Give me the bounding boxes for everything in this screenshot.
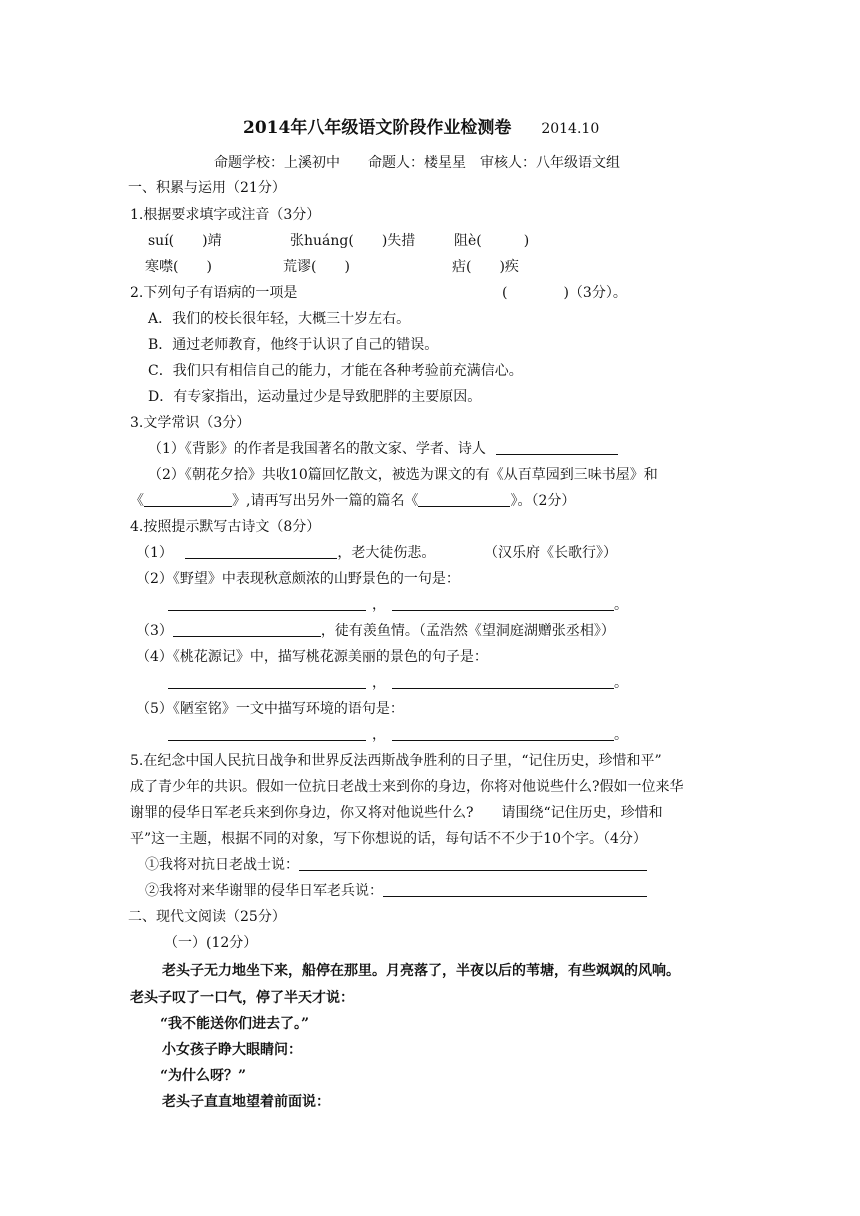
q4-p1-text: ，老大徒伤悲。 (337, 545, 436, 561)
q4-part-3 (136, 621, 615, 641)
exam-title (243, 118, 599, 139)
q2-stem: 2.下列句子有语病的一项是 (130, 285, 298, 301)
q4-p2-blank-1[interactable] (168, 596, 366, 611)
q5-a2-blank[interactable] (383, 882, 647, 897)
passage-line-2: 老头子叹了一口气，停了半天才说： (130, 990, 354, 1006)
q5-line-4: 平”这一主题，根据不同的对象，写下你想说的话，每句话不不少于10个字。（4分） (130, 831, 647, 847)
q3-sentence-2: （2）《朝花夕拾》共收10篇回忆散文，被选为课文的有《从百草园到三味书屋》和 (148, 467, 658, 483)
q3-s1-text: （1）《背影》的作者是我国著名的散文家、学者、诗人 (148, 441, 486, 457)
q4-p1-source: （汉乐府《长歌行》） (484, 545, 617, 561)
section2-heading: 二、现代文阅读（25分） (128, 909, 286, 925)
q3-s3-mid: 》,请再写出另外一篇的篇名《 (232, 493, 419, 509)
q4-p5-answer (168, 725, 628, 745)
title-text: 2014年八年级语文阶段作业检测卷 (243, 118, 512, 138)
q5-answer-2 (145, 881, 647, 901)
q4-p3-num: （3） (136, 623, 173, 639)
q4-part-4: （4）《桃花源记》中，描写桃花源美丽的景色的句子是： (136, 649, 488, 665)
q3-s3-blank-2[interactable] (418, 492, 510, 507)
q1-stem: 1.根据要求填字或注音（3分） (130, 207, 321, 223)
q4-p4-period: 。 (614, 675, 628, 691)
passage-line-3: “我不能送你们进去了。” (160, 1016, 310, 1032)
q4-p1-blank[interactable] (185, 544, 337, 559)
section2-sub: （一）(12分） (164, 935, 258, 951)
q5-line-2: 成了青少年的共识。假如一位抗日老战士来到你的身边，你将对他说些什么?假如一位来华 (130, 779, 684, 795)
q3-s3-close: 》。（2分） (510, 493, 576, 509)
passage-line-4: 小女孩子睁大眼睛问： (162, 1042, 302, 1058)
q4-p4-blank-2[interactable] (392, 674, 614, 689)
q4-p5-period: 。 (614, 727, 628, 743)
q4-p4-comma: ， (372, 675, 386, 691)
q4-p2-answer (168, 595, 628, 615)
q2-option-a: A．我们的校长很年轻，大概三十岁左右。 (148, 311, 411, 327)
q3-sentence-1 (148, 439, 618, 459)
q4-p2-blank-2[interactable] (392, 596, 614, 611)
q4-part-2: （2）《野望》中表现秋意颇浓的山野景色的一句是： (136, 571, 460, 587)
q5-a1-blank[interactable] (299, 856, 647, 871)
q4-part-1 (136, 543, 435, 563)
q5-answer-1 (145, 855, 647, 875)
q4-p3-text: ，徒有羡鱼情。（孟浩然《望洞庭湖赠张丞相》） (320, 623, 615, 639)
q3-s1-blank[interactable] (496, 440, 618, 455)
exam-date: 2014.10 (541, 121, 600, 137)
q4-p5-blank-1[interactable] (168, 726, 366, 741)
q4-p5-blank-2[interactable] (392, 726, 614, 741)
q4-p2-comma: ， (372, 597, 386, 613)
q4-part-5: （5）《陋室铭》一文中描写环境的语句是： (136, 701, 404, 717)
q1-item-5: 荒谬( ) (283, 259, 350, 275)
q5-a1-label: ①我将对抗日老战士说： (145, 857, 299, 873)
exam-meta: 命题学校：上溪初中 命题人：楼星星 审核人：八年级语文组 (214, 155, 620, 171)
q5-a2-label: ②我将对来华谢罪的侵华日军老兵说： (145, 883, 383, 899)
q1-item-4: 寒噤( ) (145, 259, 212, 275)
passage-line-5: “为什么呀？” (160, 1068, 247, 1084)
q3-sentence-3 (130, 491, 575, 511)
passage-line-1: 老头子无力地坐下来，船停在那里。月亮落了，半夜以后的苇塘，有些飒飒的风响。 (162, 963, 680, 979)
q2-answer-blank: ( )（3分）。 (502, 285, 627, 301)
q4-p5-comma: ， (372, 727, 386, 743)
q1-item-2: 张huáng( )失措 (290, 233, 416, 249)
q3-s3-blank-1[interactable] (144, 492, 232, 507)
q1-item-1: suí( )靖 (148, 233, 222, 249)
q4-p1-num: （1） (136, 545, 173, 561)
q5-line-3: 谢罪的侵华日军老兵来到你身边，你又将对他说些什么? 请围绕“记住历史，珍惜和 (130, 805, 663, 821)
q4-p4-blank-1[interactable] (168, 674, 366, 689)
q5-line-1: 5.在纪念中国人民抗日战争和世界反法西斯战争胜利的日子里，“记住历史，珍惜和平” (130, 753, 662, 769)
q1-item-6: 痁( )疾 (452, 259, 519, 275)
q1-item-3: 阻è( ) (454, 233, 530, 249)
q3-stem: 3.文学常识（3分） (130, 415, 251, 431)
q3-s3-open: 《 (130, 493, 144, 509)
q4-p3-blank[interactable] (173, 622, 321, 637)
q2-option-c: C．我们只有相信自己的能力，才能在各种考验前充满信心。 (148, 363, 523, 379)
q4-p2-period: 。 (614, 597, 628, 613)
q4-p4-answer (168, 673, 628, 693)
q2-option-b: B．通过老师教育，他终于认识了自己的错误。 (148, 337, 439, 353)
q4-stem: 4.按照提示默写古诗文（8分） (130, 519, 321, 535)
q2-option-d: D．有专家指出，运动量过少是导致肥胖的主要原因。 (148, 389, 482, 405)
passage-line-6: 老头子直直地望着前面说： (162, 1094, 330, 1110)
section1-heading: 一、积累与运用（21分） (128, 180, 286, 196)
